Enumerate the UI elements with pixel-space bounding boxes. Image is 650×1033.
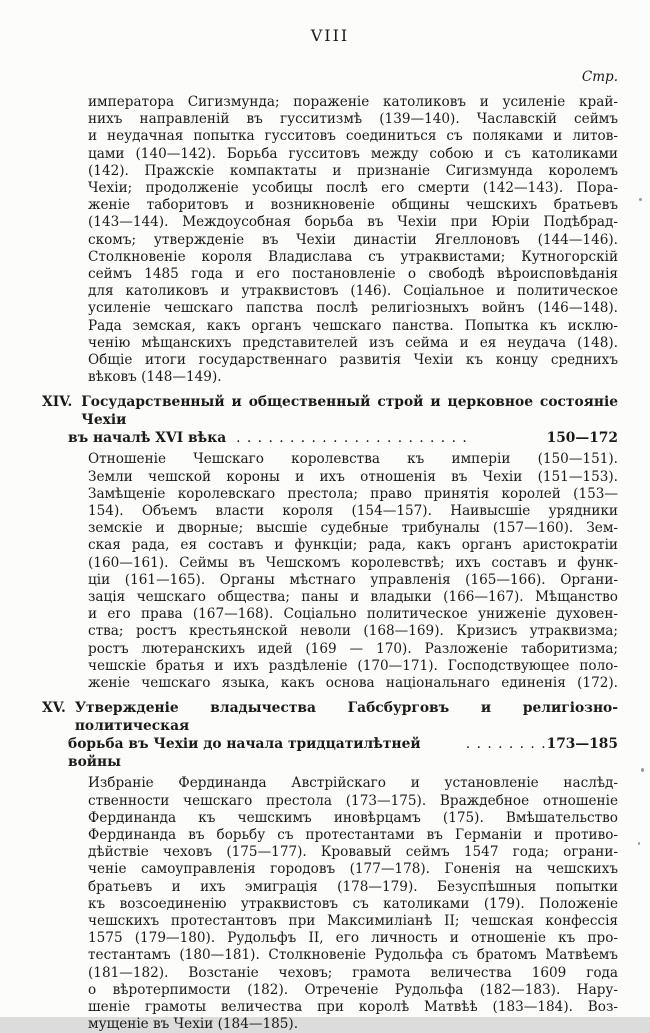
text-line: вѣковъ (148—149).: [88, 369, 222, 386]
chapter-number: XIV.: [42, 394, 73, 411]
text-line: братьевъ и ихъ эмиграція (178—179). Безуспѣшныя попытки: [88, 878, 618, 895]
text-line: (160—161). Сеймы въ Чешскомъ королевствѣ; ихъ составъ и функ-: [88, 554, 618, 571]
text-line: тестантамъ (180—181). Столкновеніе Рудольфа съ братомъ Матвѣемъ: [88, 947, 618, 964]
scan-speck: [638, 842, 640, 845]
text-line: Чехіи; продолженіе усобицы послѣ его смерти (142—143). Пора-: [88, 180, 618, 197]
text-line: (143—144). Междоусобная борьба въ Чехіи при Юріи Подѣбрад-: [88, 214, 618, 231]
text-line: (142). Пражскіе компактаты и признаніе Сигизмунда королемъ: [88, 162, 618, 179]
text-line: мущеніе въ Чехіи (184—185).: [88, 1016, 299, 1033]
text-line: для католиковъ и утраквистовъ (146). Соціальное и политическое: [88, 283, 618, 300]
text-line: ченію мѣщанскихъ представителей изъ сейма и ея неудача (148).: [88, 334, 618, 351]
text-line: женіе чешскаго языка, какъ основа національнаго единенія (172).: [88, 675, 618, 692]
chapter-heading-line2: [42, 429, 618, 447]
page-range: 150—172: [546, 430, 618, 447]
scan-speck: [641, 768, 644, 772]
text-line: скомъ; утвержденіе въ Чехіи династіи Ягеллоновъ (144—146).: [88, 231, 618, 248]
text-line: о вѣротерпимости (182). Отреченіе Рудольфа (182—183). Нару-: [88, 981, 618, 998]
text-line: Земли чешской короны и ихъ отношенія въ Чехіи (151—153).: [88, 468, 618, 485]
text-line: 1575 (179—180). Рудольфъ II, его личность и отношеніе къ про-: [88, 930, 618, 947]
text-line: шеніе грамоты величества при королѣ Матвѣѣ (183—184). Воз-: [88, 998, 618, 1015]
text-line: къ возсоединенію утраквистовъ съ католиками (179). Положеніе: [88, 895, 618, 912]
text-line: и неудачная попытка гусситовъ соединиться съ поляками и литов-: [88, 128, 618, 145]
text-line: ственности чешскаго престола (173—175). Враждебное отношеніе: [88, 792, 618, 809]
page-range: 173—185: [546, 736, 618, 753]
text-line: дѣйствіе чеховъ (175—177). Кровавый сеймъ 1547 года; ограни-: [88, 844, 618, 861]
text-line: цами (140—142). Борьба гусситовъ между собою и съ католиками: [88, 145, 618, 162]
toc-continuation-paragraph: [88, 94, 618, 386]
chapter-number: XV.: [42, 700, 66, 717]
chapter-title: Государственный и общественный строй и церковное состояніе Чехіи: [81, 394, 618, 429]
text-line: Замѣщеніе королевскаго престола; право принятія королей (153—: [88, 485, 618, 502]
chapter-heading-line2: [42, 735, 618, 771]
text-line: ціи (161—165). Органы мѣстнаго управленія (165—166). Органи-: [88, 571, 618, 588]
text-line: Столкновеніе короля Владислава съ утраквистами; Кутногорскій: [88, 248, 618, 265]
toc-entry-xv: [42, 699, 618, 1033]
text-line: Фердинанда къ чешскимъ иновѣрцамъ (175). Вмѣшательство: [88, 809, 618, 826]
page-number-folio: VIII: [310, 26, 350, 45]
text-line: (181—182). Возстаніе чеховъ; грамота величества 1609 года: [88, 964, 618, 981]
leader-dots: . . . . . . . .: [465, 736, 547, 753]
text-line: земскіе и дворные; высшіе судебные трибуналы (157—160). Зем-: [88, 520, 618, 537]
chapter-title-continued: въ началѣ XVI вѣка: [68, 430, 227, 447]
paragraph-lines: [88, 451, 618, 692]
text-line: ростъ лютеранскихъ идей (169 — 170). Разложеніе таборитизма;: [88, 640, 618, 657]
text-line: 154). Объемъ власти короля (154—157). Наивысшіе урядники: [88, 503, 618, 520]
text-line: чешскихъ протестантовъ при Максимиліанѣ II; чешская конфессія: [88, 912, 618, 929]
scan-speck: [639, 198, 642, 201]
text-line: ченіе самоуправленія городовъ (177—178). Гоненія на чешскихъ: [88, 861, 618, 878]
text-line: и его права (167—168). Соціально политическое униженіе духовен-: [88, 606, 618, 623]
toc-entry-xiv: [42, 393, 618, 692]
chapter-summary: [88, 451, 618, 692]
page-column-label: Стр.: [581, 69, 618, 85]
chapter-title-continued: борьба въ Чехіи до начала тридцатилѣтней войны: [68, 736, 421, 771]
text-line: зація чешскаго общества; паны и владыки (166—167). Мѣщанство: [88, 589, 618, 606]
text-line: императора Сигизмунда; пораженіе католиковъ и усиленіе край-: [88, 94, 618, 110]
text-line: Избраніе Фердинанда Австрійскаго и установленіе наслѣд-: [88, 775, 618, 792]
chapter-heading-line1: [42, 393, 618, 429]
text-line: сеймъ 1485 года и его постановленіе о свободѣ вѣроисповѣданія: [88, 266, 618, 283]
text-line: нихъ направленій въ гусситизмѣ (139—140). Чаславскій сеймъ: [88, 111, 618, 128]
text-line: усиленіе чешскаго папства послѣ религіозныхъ войнъ (146—148).: [88, 300, 618, 317]
text-line: Отношеніе Чешскаго королевства къ имперіи (150—151).: [88, 451, 618, 468]
chapter-title: Утвержденіе владычества Габсбурговъ и религіозно-политическая: [74, 700, 618, 735]
leader-dots: . . . . . . . . . . . . . . . . . . . . . .: [236, 430, 468, 447]
text-line: Рада земская, какъ органъ чешскаго панства. Попытка къ исклю-: [88, 317, 618, 334]
chapter-summary: [88, 775, 618, 1033]
text-line: Общіе итоги государственнаго развитія Чехіи къ концу среднихъ: [88, 352, 618, 369]
text-line: Фердинанда въ борьбу съ протестантами въ Германіи и противо-: [88, 826, 618, 843]
text-line: женіе таборитовъ и возникновеніе общины чешскихъ братьевъ: [88, 197, 618, 214]
chapter-heading-line1: [42, 699, 618, 735]
text-line: ская рада, ея составъ и функціи; рада, какъ органъ аристократіи: [88, 537, 618, 554]
text-line: чешскіе братья и ихъ раздѣленіе (170—171). Господствующее поло-: [88, 657, 618, 674]
paragraph-lines: [88, 775, 618, 1016]
text-line: ства; ростъ крестьянской неволи (168—169). Кризисъ утраквизма;: [88, 623, 618, 640]
paragraph-lines: [88, 94, 618, 369]
